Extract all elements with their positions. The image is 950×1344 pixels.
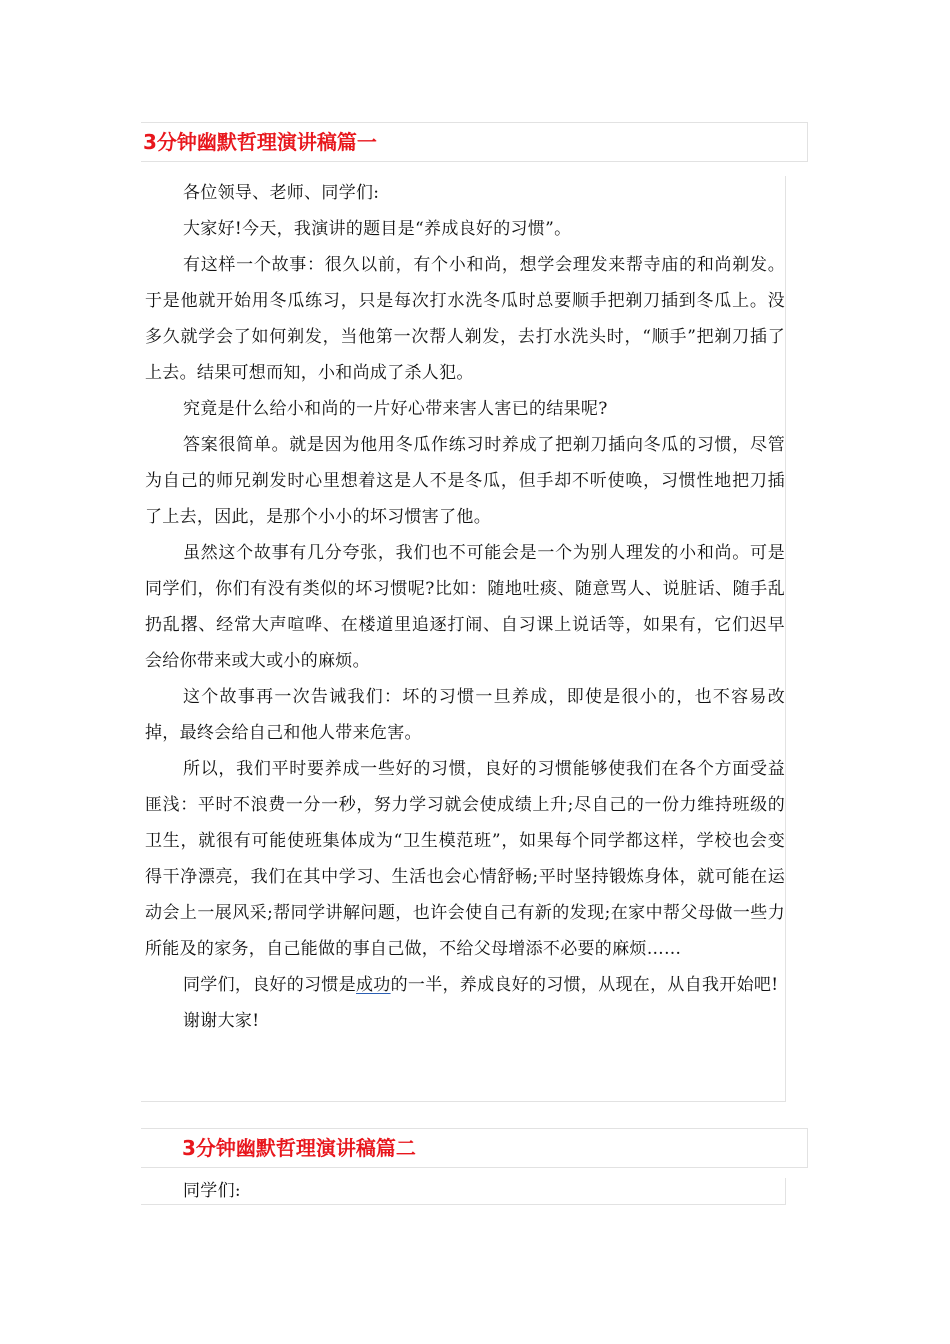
- success-link[interactable]: 成功: [356, 975, 391, 995]
- paragraph-greeting: 各位领导、老师、同学们:: [183, 183, 380, 203]
- paragraph-closing: [141, 967, 785, 1003]
- paragraph-good-habits: 所以，我们平时要养成一些好的习惯，良好的习惯能够使我们在各个方面受益匪浅：平时不浪费一分一秒，努力学习就会使成绩上升;尽自己的一份力维持班级的卫生，就很有可能使班集体成为“卫生模范班”，如果每个同学都这样，学校也会变得干净漂亮，我们在其中学习、生活也会心情舒畅;平时坚持锻炼身体，就可能在运动会上一展风采;帮同学讲解问题，也许会使自己有新的发现;在家中帮父母做一些力所能及的家务，自己能做的事自己做，不给父母增添不必要的麻烦……: [145, 759, 785, 959]
- paragraph-question: 究竟是什么给小和尚的一片好心带来害人害已的结果呢?: [183, 399, 608, 419]
- paragraph-bad-habits: 虽然这个故事有几分夸张，我们也不可能会是一个为别人理发的小和尚。可是同学们，你们有没有类似的坏习惯呢?比如：随地吐痰、随意骂人、说脏话、随手乱扔乱撂、经常大声喧哗、在楼道里追逐打闹、自习课上说话等，如果有，它们迟早会给你带来或大或小的麻烦。: [145, 543, 785, 671]
- section-2-body: [141, 1178, 786, 1205]
- paragraph-section-2-greeting: 同学们:: [183, 1181, 241, 1201]
- paragraph-thanks: 谢谢大家!: [183, 1011, 260, 1031]
- section-2-title: 3分钟幽默哲理演讲稿篇二: [182, 1136, 416, 1160]
- section-1-body: [141, 176, 786, 1102]
- paragraph-answer: 答案很简单。就是因为他用冬瓜作练习时养成了把剃刀插向冬瓜的习惯，尽管为自己的师兄剃发时心里想着这是人不是冬瓜，但手却不听使唤，习惯性地把刀插了上去，因此，是那个小小的坏习惯害了他。: [145, 435, 785, 527]
- closing-text-end: 的一半，养成良好的习惯，从现在，从自我开始吧!: [390, 975, 779, 995]
- section-2-heading-box: [141, 1128, 808, 1168]
- section-1-title: 3分钟幽默哲理演讲稿篇一: [143, 130, 377, 154]
- paragraph-intro: 大家好!今天，我演讲的题目是“养成良好的习惯”。: [183, 219, 572, 239]
- section-1-heading-box: [141, 122, 808, 162]
- closing-text-start: 同学们，良好的习惯是: [183, 975, 356, 995]
- paragraph-story: 有这样一个故事：很久以前，有个小和尚，想学会理发来帮寺庙的和尚剃发。于是他就开始用冬瓜练习，只是每次打水洗冬瓜时总要顺手把剃刀插到冬瓜上。没多久就学会了如何剃发，当他第一次帮人剃发，去打水洗头时，“顺手”把剃刀插了上去。结果可想而知，小和尚成了杀人犯。: [145, 255, 785, 383]
- paragraph-warning: 这个故事再一次告诫我们：坏的习惯一旦养成，即使是很小的，也不容易改掉，最终会给自己和他人带来危害。: [145, 687, 785, 743]
